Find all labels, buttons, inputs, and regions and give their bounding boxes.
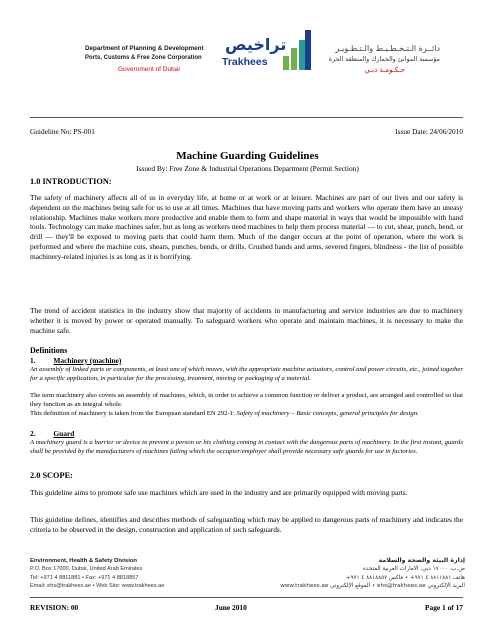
guideline-number: Guideline No: PS-001 [30, 127, 95, 136]
department-name-ar: دائــرة الـتـخـطـيـط والـتـطـويـر [335, 44, 440, 53]
definition-1-source-text: This definition of machinery is taken from the European standard EN 292-1: [30, 410, 237, 417]
definition-2-number: 2. [30, 429, 36, 438]
scope-paragraph-1: This guideline aims to promote safe use machines which are used in the industry and are primarily equipped with moving parts. [30, 488, 408, 497]
footer-divider [30, 597, 463, 598]
government-name-ar: حـكـومـة دبـي [364, 66, 405, 74]
department-name-en: Department of Planning & Development [85, 45, 204, 52]
definition-1-label [30, 356, 121, 365]
footer-address-ar: ص.ب. ١٧٠٠٠ دبي، الامارات العربية المتحدة [363, 566, 465, 573]
page-number: Page 1 of 17 [425, 603, 463, 612]
footer-web-ar: البريد الإلكتروني ehs@trakhees.ae • الموقع الإلكتروني www.trakhees.ae [280, 582, 465, 589]
issue-date: Issue Date: 24/06/2010 [395, 127, 463, 136]
footer-phone-en: Tel: +971 4 8811881 • Fax: +971 4 8818857 [30, 574, 139, 581]
footer-phone-ar: هاتف ٨٨١١٨٨١ ٤ ٩٧١+ • فاكس ٨٨١٨٨٥٧ ٤ ٩٧١+ [345, 574, 465, 581]
footer-contact-en [30, 557, 164, 590]
document-title: Machine Guarding Guidelines [176, 150, 319, 162]
revision-date: June 2010 [215, 603, 247, 612]
scope-heading: 2.0 SCOPE: [30, 471, 73, 480]
definition-2-text: A machinery guard is a barrier or device to prevent a person or his clothing coming in contact with the dangerous parts of machinery. In the first instant, guards shall be provided by the manufacturers of machines failing which the occupier/employer shall provide necessary safe guards for use in factories. [30, 439, 463, 455]
issued-by: Issued By: Free Zone & Industrial Operations Department (Permit Section) [136, 164, 359, 173]
footer-address-en: P.O. Box 17000, Dubai, United Arab Emirates [30, 566, 143, 573]
header-divider [30, 117, 463, 118]
trakhees-logo-icon [283, 30, 311, 70]
introduction-heading: 1.0 INTRODUCTION: [30, 177, 112, 186]
definition-2-label [30, 429, 74, 438]
trakhees-logo-arabic: تراخيص [225, 35, 287, 54]
footer-division-en: Environment, Health & Safety Division [30, 558, 138, 564]
introduction-paragraph-2: The trend of accident statistics in the industry show that majority of accidents in manufacturing and service industries are due to machinery whether it is moved by power or operated manually. To safeguard workers who operate and maintain machines, it is necessary to make the machine safe. [30, 306, 463, 335]
definition-2-term: Guard [53, 429, 75, 438]
government-name-en: Government of Dubai [118, 66, 180, 73]
corporation-name-ar: مؤسسة الموانئ والجمارك والمنطقة الحرة [328, 56, 440, 63]
footer-contact-ar [280, 557, 465, 590]
footer-web-en: Email: ehs@trakhees.ae • Web Site: www.trakhees.ae [30, 582, 165, 589]
scope-paragraph-2: This guideline defines, identifies and describes methods of safeguarding which may be applied to dangerous parts of machinery and indicates the criteria to be observed in the design, construction and application of such safeguards. [30, 515, 463, 534]
definition-1-term: Machinery (machine) [53, 356, 122, 365]
revision-number: REVISION: 00 [30, 603, 79, 612]
introduction-paragraph-1: The safety of machinery affects all of us in everyday life, at home or at work or at leisure. Machines are part of our lives and our safety is dependent on the machines being safe for us to use at all times. Machines that have moving parts and workers who operate them have an uneasy relationship. Machines make workers more productive and enable them to form and shape material in ways that would be impossible with hand tools. Technology can make machines safer, but as long as workers need machines to help them process material — to cut, shear, punch, bend, or drill — they'll be exposed to moving parts that could harm them. Much of the danger occurs at the point of operation, where the work is performed and where the machine cuts, shears, punches, bends, or drills. Crushed hands and arms, severed fingers, blindness - the list of possible machinery-related injuries is as long as it is horrifying. [30, 193, 463, 261]
definition-1-text-2: The term machinery also covers an assembly of machines, which, in order to achieve a common function or deliver a product, are arranged and controlled so that they function as an integral whole. [30, 392, 463, 408]
definition-1-source [30, 410, 463, 419]
corporation-name-en: Ports, Customs & Free Zone Corporation [85, 55, 202, 61]
definition-1-source-title: Safety of machinery – Basic concepts, general principles for design. [236, 410, 419, 417]
definition-1-text: An assembly of linked parts or components, at least one of which moves, with the appropriate machine actuators, control and power circuits, etc., joined together for a specific application, in particular for the processing, treatment, moving or packaging of a material. [30, 366, 463, 382]
definitions-heading: Definitions [30, 346, 68, 355]
trakhees-logo-text: Trakhees [222, 56, 268, 68]
footer-division-ar: إدارة البيئة والصحة والسلامة [378, 557, 465, 564]
definition-1-number: 1. [30, 356, 36, 365]
